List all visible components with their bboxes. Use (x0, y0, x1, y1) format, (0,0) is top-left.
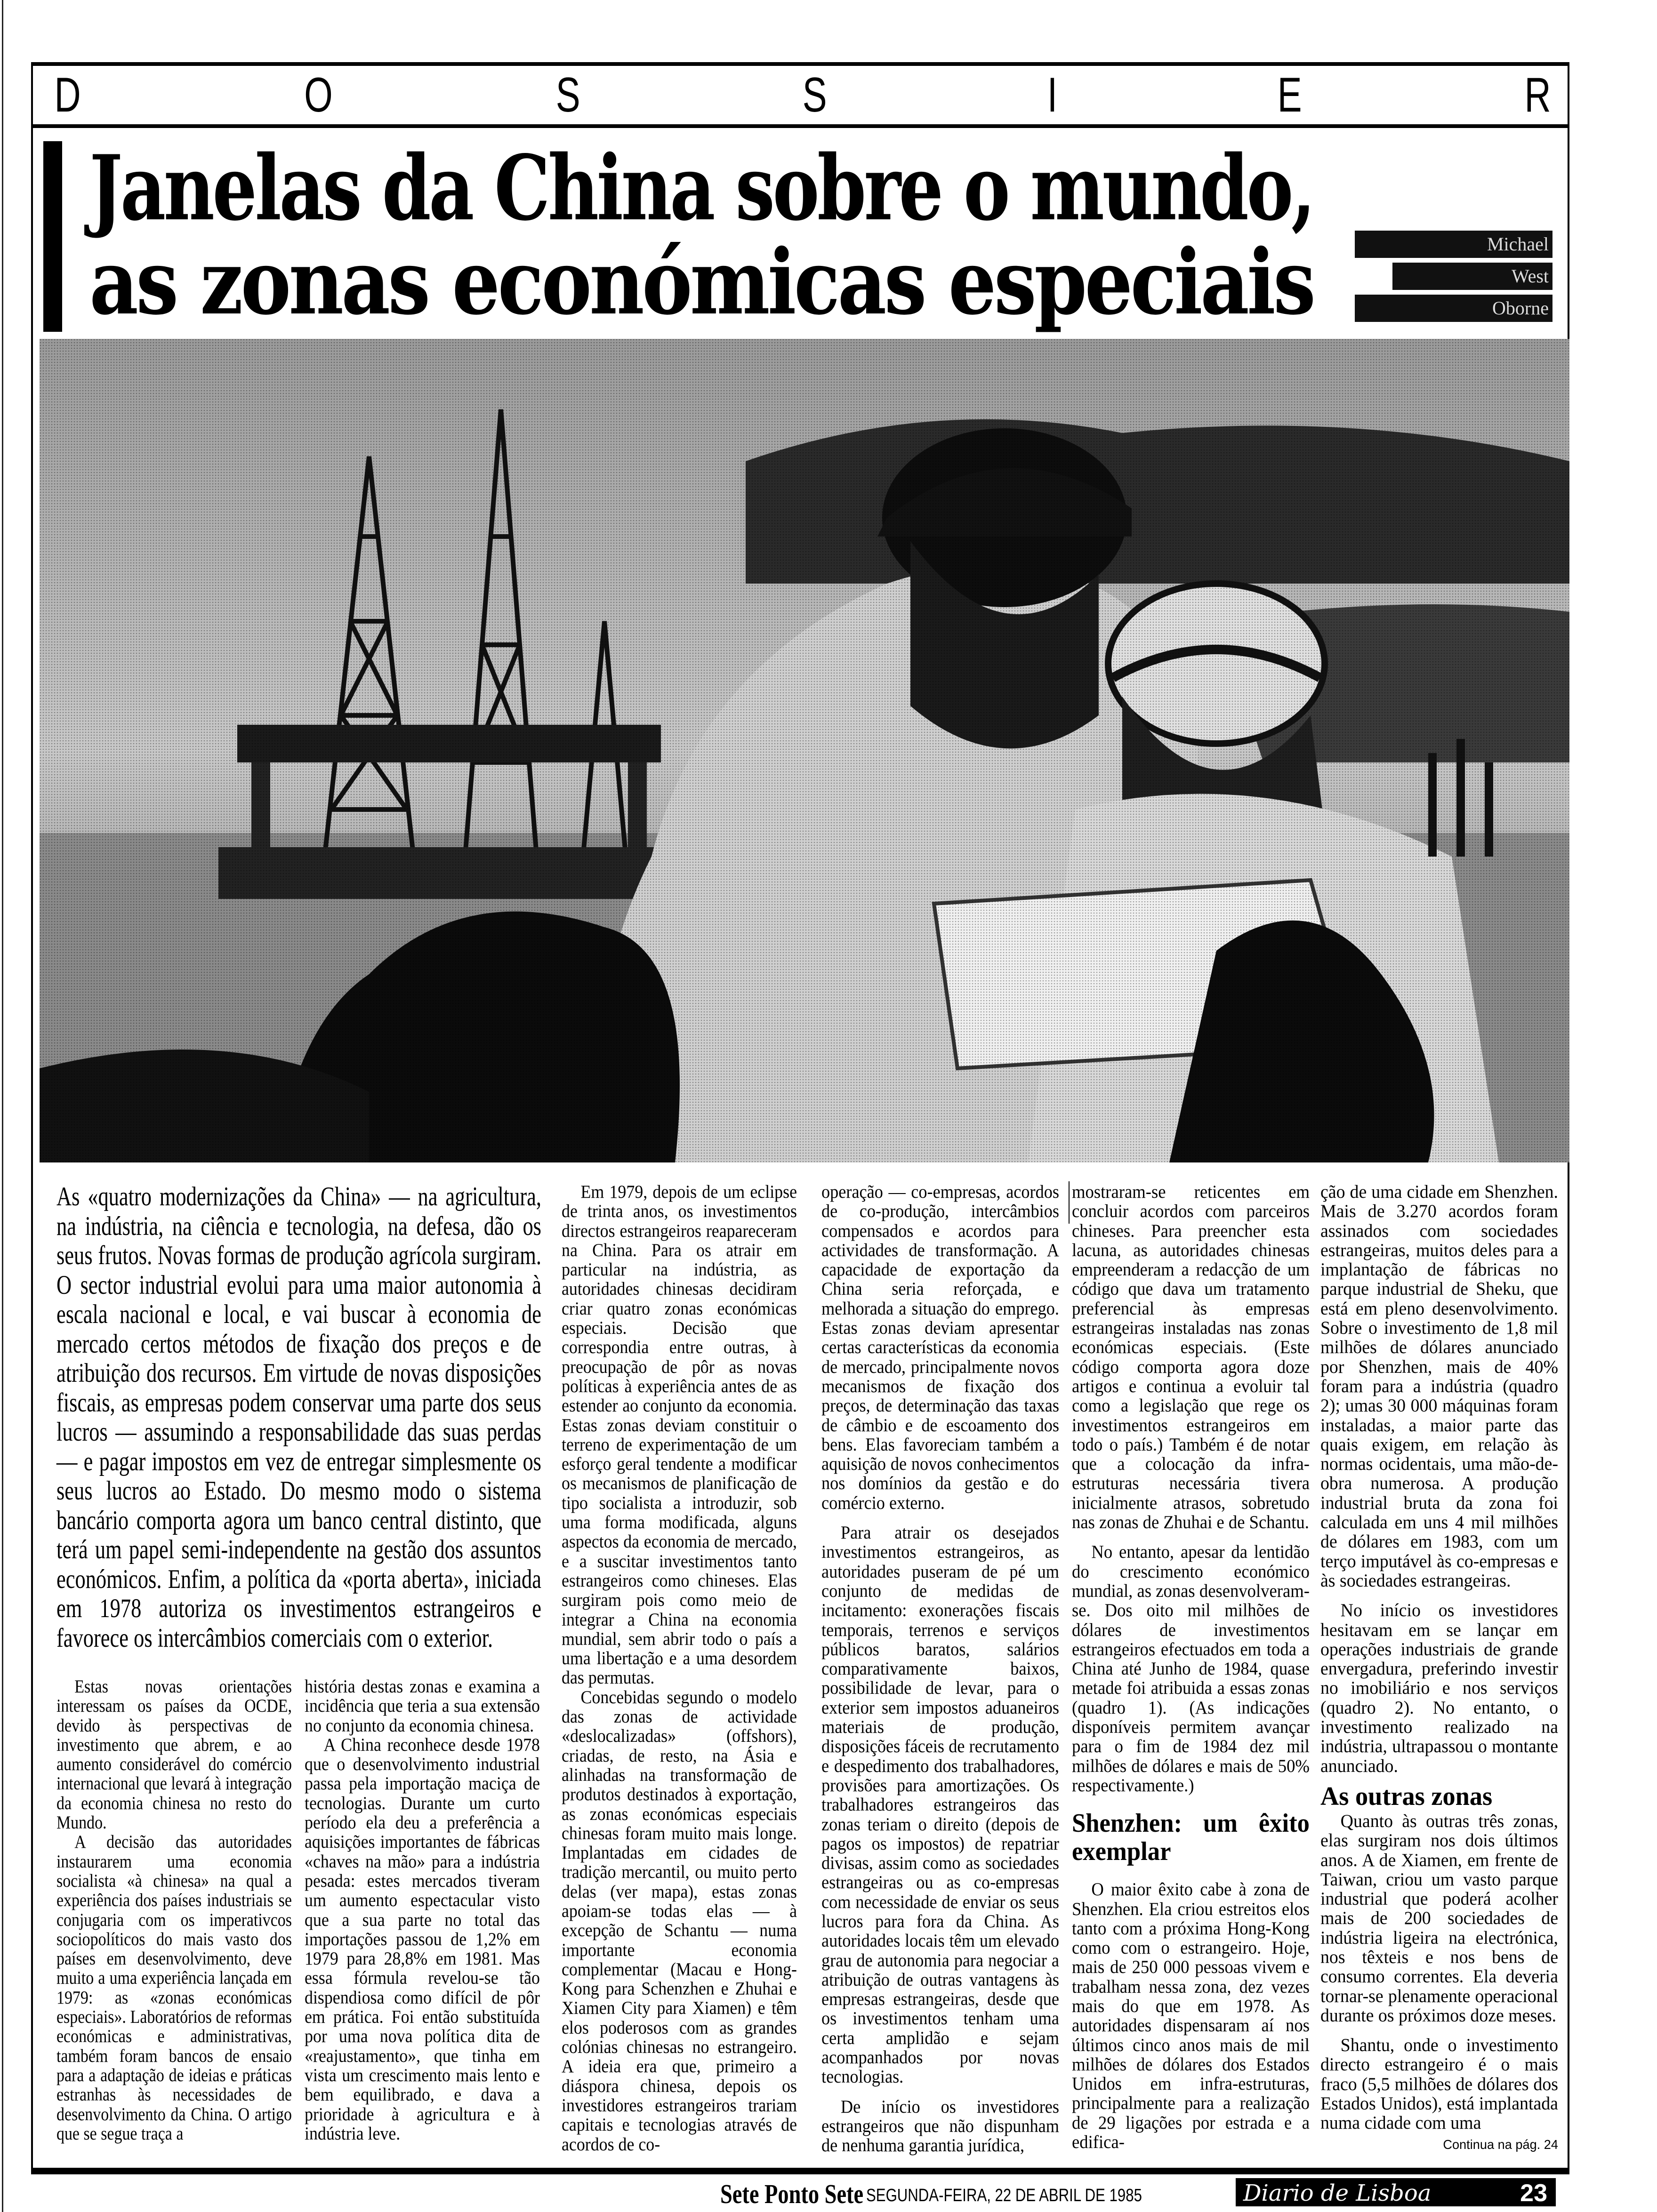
paragraph: Estas novas orientações interessam os países da OCDE, devido às perspectivas de investimento que abrem, e ao aumento considerável do comércio internacional que levará à integração da economia chinesa no resto do Mundo. (56, 1676, 292, 1833)
section-letter: R (1524, 68, 1551, 122)
paragraph: operação — co-empresas, acordos de co-produção, intercâmbios compensados e acordos para actividades de transformação. A capacidade de exportação da China seria reforçada, e melhorada a situação do emprego. Estas zonas deviam apresentar certas características da economia de mercado, principalmente novos mecanismos de fixação dos preços, de determinação das taxas de câmbio e de escoamento dos bens. Elas favoreciam também a aquisição de novos conhecimentos nos domínios da gestão e do comércio externo. (821, 1182, 1059, 1513)
paragraph: No entanto, apesar da lentidão do crescimento económico mundial, as zonas desenvolveram-se. Dos oito mil milhões de dólares de investimentos estrangeiros efectuados em toda a China até Junho de 1984, quase metade foi atribuida a essas zonas (quadro 1). (As indicações disponíveis permitem avançar para o fim de 1984 dez mil milhões de dólares e mais de 50% respectivamente.) (1072, 1542, 1310, 1795)
section-letter: S (555, 68, 580, 122)
paragraph: Concebidas segundo o modelo das zonas de actividade «deslocalizadas» (offshors), criadas, de resto, na Ásia e alinhadas na transformação de produtos destinados à exportação, as zonas económicas especiais chinesas foram muito mais longe. Implantadas em cidades de tradição mercantil, ou muito perto delas (ver mapa), estas zonas apoiam-se todas elas — à excepção de Schantu — numa importante economia complementar (Macau e Hong-Kong para Schenzhen e Zhuhai e Xiamen City para Xiamen) e têm elos poderosos com as grandes colónias chinesas no estrangeiro. A ideia era que, primeiro a diáspora chinesa, depois os investidores estrangeiros trariam capitais e tecnologias através de acordos de co- (562, 1687, 797, 2155)
article-photo (40, 339, 1569, 1162)
section-banner (31, 62, 1569, 128)
article-lead: As «quatro modernizações da China» — na agricultura, na indústria, na ciência e tecnologia, na defesa, dão os seus frutos. Novas formas de produção agrícola surgiram. O sector industrial evolui para uma maior autonomia à escala nacional e local, e vai buscar à economia de mercado certos métodos de fixação dos preços e de atribuição dos recursos. Em virtude de novas disposições fiscais, as empresas podem conservar uma parte dos seus lucros — assumindo a responsabilidade das suas perdas — e pagar impostos em vez de entregar simplesmente os seus lucros ao Estado. Do mesmo modo o sistema bancário comporta agora um banco central distinto, que terá um papel semi-independente na gestão dos assuntos económicos. Enfim, a política da «porta aberta», iniciada em 1978 autoriza os investimentos estrangeiros e favorece os intercâmbios comerciais com o exterior. (56, 1182, 541, 1653)
continued-note: Continua na pág. 24 (1443, 2137, 1558, 2152)
paragraph: A decisão das autoridades instaurarem uma economia socialista «à chinesa» na qual a experiência dos países industriais se conjugaria com os imperativcos sociopolíticos do mais vasto dos países em desenvolvimento, deve muito a uma experiência lançada em 1979: as «zonas económicas especiais». Laboratórios de reformas económicas e administrativas, também foram bancos de ensaio para a adaptação de ideias e práticas estranhas às necessidades de desenvolvimento da China. O artigo que se segue traça a (56, 1832, 292, 2144)
article-column-2 (305, 1677, 540, 2143)
page-number: 23 (1520, 2180, 1547, 2207)
section-letter: D (54, 68, 81, 122)
section-letter: S (802, 68, 827, 122)
paragraph: O maior êxito cabe à zona de Shenzhen. Ela criou estreitos elos tanto com a próxima Hong-Kong como com o estrangeiro. Hoje, mais de 250 000 pessoas vivem e trabalham nessa zona, dez vezes mais do que em 1978. As autoridades dispensaram aí nos últimos cinco anos mais de mil milhões de dólares dos Estados Unidos em infra-estruturas, principalmente para a realização de 29 ligações por estrada e a edifica- (1072, 1879, 1310, 2153)
headline-line-1: Janelas da China sobre o mundo, (89, 136, 1314, 240)
column-rule (1069, 1181, 1070, 1224)
paragraph: Quanto às outras três zonas, elas surgiram nos dois últimos anos. A de Xiamen, em frente de Taiwan, criou um vasto parque industrial que poderá acolher mais de 200 sociedades de indústria ligeira na electrónica, nos têxteis e nos bens de consumo correntes. Ela deveria tornar-se plenamente operacional durante os próximos doze meses. (1320, 1811, 1558, 2026)
paragraph: história destas zonas e examina a incidência que teria a sua extensão no conjunto da economia chinesa. (305, 1676, 540, 1736)
subheading-shenzhen: Shenzhen: um êxito exemplar (1072, 1809, 1310, 1867)
paragraph: De início os investidores estrangeiros que não dispunham de nenhuma garantia jurídica, (821, 2096, 1059, 2156)
paragraph: No início os investidores hesitavam em se lançar em operações industriais de grande envergadura, preferindo investir no imobiliário e nos serviços (quadro 2). No entanto, o investimento realizado na indústria, ultrapassou o montante anunciado. (1320, 1600, 1558, 1776)
newspaper-name: Diario de Lisboa (1243, 2180, 1432, 2206)
article-column-1 (56, 1677, 292, 2143)
newspaper-masthead (1236, 2178, 1556, 2206)
subheading-outras-zonas: As outras zonas (1320, 1781, 1493, 1811)
byline-middle-name: West (1392, 263, 1552, 290)
article-column-3 (562, 1182, 797, 2154)
issue-date: SEGUNDA-FEIRA, 22 DE ABRIL DE 1985 (866, 2186, 1142, 2205)
byline-last-name: Oborne (1355, 295, 1552, 322)
paragraph: A China reconhece desde 1978 que o desenvolvimento industrial passa pela importação maciça de tecnologias. Durante um curto período ela deu a preferência a aquisições importantes de fábricas «chaves na mão» para a indústria pesada: estes mercados tiveram um aumento espectacular visto que a sua parte no total das importações passou de 1,2% em 1979 para 28,8% em 1981. Mas essa fórmula revelou-se tão dispendiosa como difícil de pôr em prática. Foi então substituída por uma nova política dita de «reajustamento», que tinha em vista um crescimento mais lento e bem equilibrado, e dava a prioridade à agricultura e à indústria leve. (305, 1734, 540, 2144)
paragraph: Para atrair os desejados investimentos estrangeiros, as autoridades puseram de pé um conjunto de medidas de incitamento: exonerações fiscais temporais, terrenos e serviços públicos baratos, salários comparativamente baixos, possibilidade de levar, para o exterior sem impostos aduaneiros materiais de produção, disposições fáceis de recrutamento e despedimento dos trabalhadores, provisões para amortizações. Os trabalhadores estrangeiros das zonas teriam o direito (depois de pagos os impostos) de repatriar divisas, assim como as sociedades estrangeiras ou as co-empresas com necessidade de enviar os seus lucros para fora da China. As autoridades locais têm um elevado grau de autonomia para negociar a atribuição de outras vantagens às empresas estrangeiras, desde que os investimentos tenham uma certa amplidão e sejam acompanhados por novas tecnologias. (821, 1523, 1059, 2087)
paragraph: ção de uma cidade em Shenzhen. Mais de 3.270 acordos foram assinados com sociedades estrangeiras, muitos deles para a implantação de fábricas no parque industrial de Sheku, que está em pleno desenvolvimento. Sobre o investimento de 1,8 mil milhões de dólares anunciado por Shenzhen, mais de 40% foram para a indústria (quadro 2); umas 30 000 máquinas foram instaladas, a maior parte das quais exigem, em relação às normas ocidentais, uma mão-de-obra numerosa. A produção industrial bruta da zona foi calculada em uns 4 mil milhões de dólares em 1983, com um terço imputável às co-empresas e às sociedades estrangeiras. (1320, 1182, 1558, 1591)
byline-first-name: Michael (1355, 231, 1552, 258)
headline (89, 136, 1337, 335)
article-column-4 (821, 1182, 1059, 2156)
article-column-6 (1320, 1182, 1558, 2154)
paragraph: mostraram-se reticentes em concluir acordos com parceiros chineses. Para preencher esta lacuna, as autoridades chinesas empreenderam a redacção de um código que dava um tratamento preferencial às empresas estrangeiras instaladas nas zonas económicas especiais. (Este código comporta agora doze artigos e continua a evoluir tal como a legislação que rege os investimentos estrangeiros em todo o país.) Também é de notar que a colocação da infra-estruturas necessária tivera inicialmente atrasos, sobretudo nas zonas de Zhuhai e de Schantu. (1072, 1182, 1310, 1533)
section-letter: O (304, 68, 333, 122)
photo-oil-rig-workers (40, 339, 1569, 1162)
supplement-name: Sete Ponto Sete (720, 2179, 864, 2209)
article-column-5 (1072, 1182, 1310, 2152)
section-letter: I (1047, 68, 1057, 122)
headline-bar (43, 141, 62, 332)
paragraph: Em 1979, depois de um eclipse de trinta anos, os investimentos directos estrangeiros reapareceram na China. Para os atrair em particular na indústria, as autoridades chinesas decidiram criar quatro zonas económicas especiais. Decisão que correspondia entre outras, à preocupação de pôr as novas políticas à experiência antes de as estender ao conjunto da economia. Estas zonas deviam constituir o terreno de experimentação de um esforço geral tendente a modificar os mecanismos de planificação de tipo socialista a introduzir, sob uma forma modificada, alguns aspectos da economia de mercado, e a suscitar investimentos tanto estrangeiros como chineses. Elas surgiram pois como meio de integrar a China na economia mundial, sem abrir todo o país a uma libertação e a uma desordem das permutas. (562, 1182, 797, 1688)
page-edge (2, 0, 3, 2212)
paragraph: Shantu, onde o investimento directo estrangeiro é o mais fraco (5,5 milhões de dólares dos Estados Unidos), está implantada numa cidade com uma (1320, 2035, 1558, 2133)
headline-line-2: as zonas económicas especiais (89, 230, 1314, 335)
page-footer (0, 2174, 1657, 2212)
section-letter: E (1277, 68, 1302, 122)
